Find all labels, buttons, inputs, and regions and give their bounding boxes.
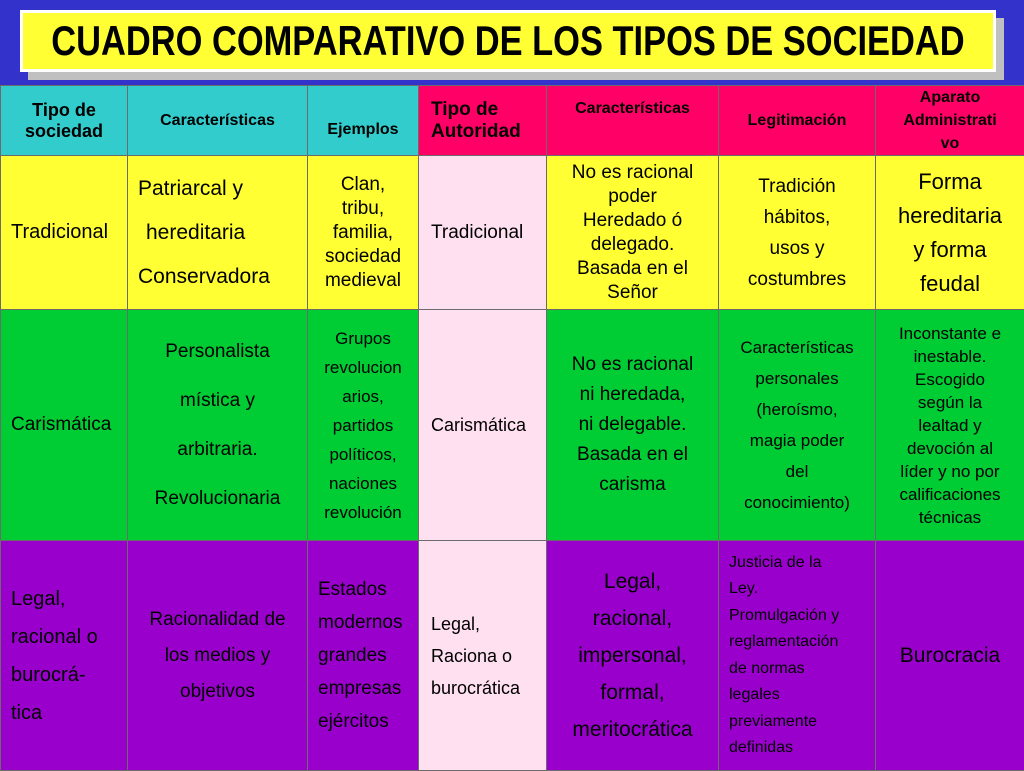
row-tradicional bbox=[1, 156, 1024, 310]
cell-caracteristicas-tradicional: Patriarcal y hereditaria Conservadora bbox=[128, 156, 308, 310]
cell-caracteristicas-autoridad-legal: Legal, racional, impersonal, formal, meritocrática bbox=[547, 541, 719, 771]
page-title: CUADRO COMPARATIVO DE LOS TIPOS DE SOCIEDAD bbox=[51, 17, 964, 65]
header-tipo-sociedad: Tipo de sociedad bbox=[1, 86, 128, 156]
cell-tipo-tradicional: Tradicional bbox=[1, 156, 128, 310]
header-ejemplos: Ejemplos bbox=[308, 86, 419, 156]
cell-legitimacion-tradicional: Tradición hábitos, usos y costumbres bbox=[719, 156, 876, 310]
cell-ejemplos-tradicional: Clan, tribu, familia, sociedad medieval bbox=[308, 156, 419, 310]
cell-ejemplos-carismatica: Grupos revolucion arios, partidos políticos, naciones revolución bbox=[308, 310, 419, 541]
header-row bbox=[1, 86, 1024, 156]
cell-autoridad-carismatica: Carismática bbox=[419, 310, 547, 541]
header-caracteristicas-2: Características bbox=[547, 86, 719, 156]
cell-aparato-tradicional: Forma hereditaria y forma feudal bbox=[876, 156, 1024, 310]
header-caracteristicas-1: Características bbox=[128, 86, 308, 156]
cell-caracteristicas-legal: Racionalidad de los medios y objetivos bbox=[128, 541, 308, 771]
title-banner bbox=[20, 10, 996, 72]
cell-tipo-carismatica: Carismática bbox=[1, 310, 128, 541]
cell-legitimacion-carismatica: Características personales (heroísmo, magia poder del conocimiento) bbox=[719, 310, 876, 541]
header-tipo-autoridad: Tipo de Autoridad bbox=[419, 86, 547, 156]
cell-tipo-legal: Legal, racional o burocrá- tica bbox=[1, 541, 128, 771]
cell-caracteristicas-autoridad-tradicional: No es racional poder Heredado ó delegado. Basada en el Señor bbox=[547, 156, 719, 310]
cell-caracteristicas-autoridad-carismatica: No es racional ni heredada, ni delegable. Basada en el carisma bbox=[547, 310, 719, 541]
cell-caracteristicas-carismatica: Personalista mística y arbitraria. Revolucionaria bbox=[128, 310, 308, 541]
cell-autoridad-legal: Legal, Raciona o burocrática bbox=[419, 541, 547, 771]
comparison-table bbox=[0, 85, 1024, 771]
cell-autoridad-tradicional: Tradicional bbox=[419, 156, 547, 310]
header-aparato-administrativo: Aparato Administrati vo bbox=[876, 86, 1024, 156]
row-carismatica bbox=[1, 310, 1024, 541]
cell-ejemplos-legal: Estados modernos grandes empresas ejércitos bbox=[308, 541, 419, 771]
row-legal bbox=[1, 541, 1024, 771]
cell-legitimacion-legal: Justicia de la Ley. Promulgación y reglamentación de normas legales previamente definidas bbox=[719, 541, 876, 771]
cell-aparato-legal: Burocracia bbox=[876, 541, 1024, 771]
cell-aparato-carismatica: Inconstante e inestable. Escogido según la lealtad y devoción al líder y no por calificaciones técnicas bbox=[876, 310, 1024, 541]
header-legitimacion: Legitimación bbox=[719, 86, 876, 156]
